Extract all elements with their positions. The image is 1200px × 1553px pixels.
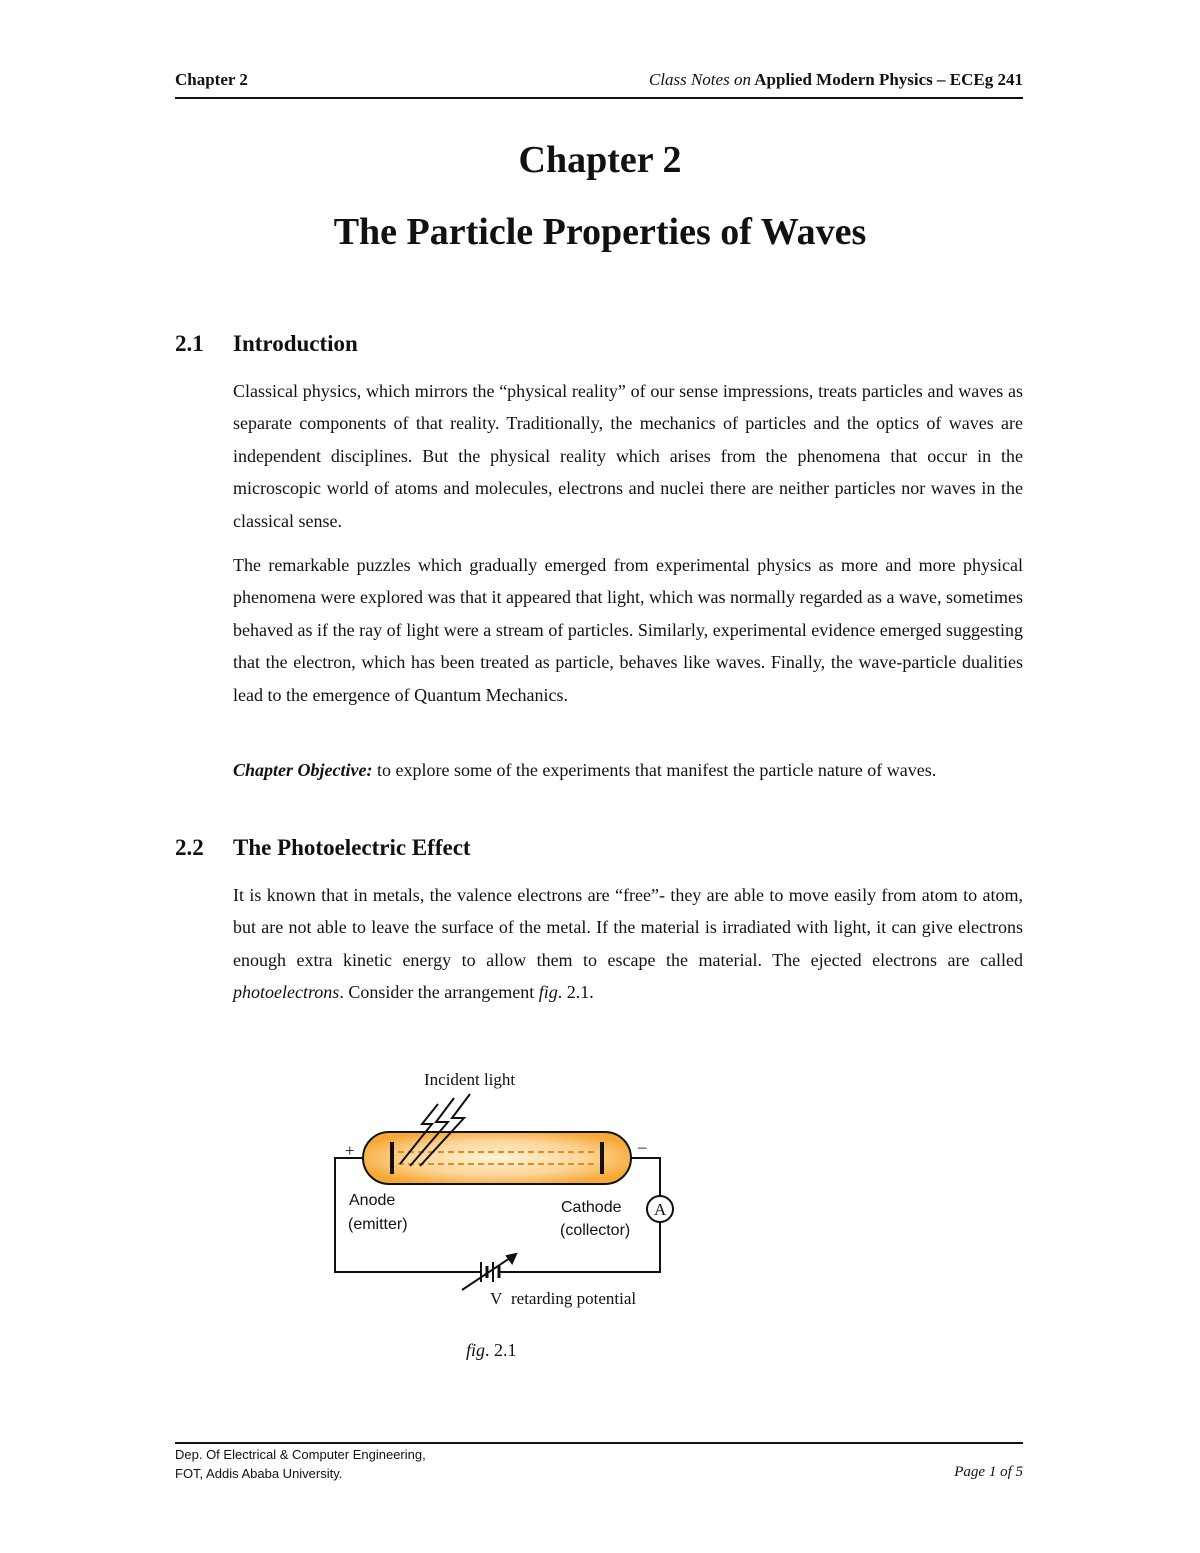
para-text: . 2.1. bbox=[557, 982, 594, 1003]
page-number: Page 1 of 5 bbox=[954, 1464, 1023, 1480]
para-fig-ref: fig bbox=[538, 982, 558, 1003]
header-course-title: Applied Modern Physics – ECEg 241 bbox=[754, 70, 1023, 89]
photoelectric-paragraph bbox=[233, 879, 1023, 1009]
plus-terminal: + bbox=[345, 1141, 355, 1160]
ammeter-label: A bbox=[654, 1200, 667, 1219]
caption-number: . 2.1 bbox=[485, 1340, 517, 1360]
anode-sublabel: (emitter) bbox=[348, 1216, 408, 1233]
intro-paragraph-1: Classical physics, which mirrors the “physical reality” of our sense impressions, treats particles and waves as separate components of that reality. Traditionally, the mechanics of particles and the optics of waves are independent disciplines. But the physical reality which arises from the phenomena that occur in the microscopic world of atoms and molecules, electrons and nuclei there are neither particles nor waves in the classical sense. bbox=[233, 381, 1023, 531]
section-heading-photoelectric bbox=[175, 835, 471, 861]
incident-light-label: Incident light bbox=[424, 1070, 516, 1089]
section-title: The Photoelectric Effect bbox=[233, 835, 471, 860]
section-title: Introduction bbox=[233, 331, 358, 356]
section-heading-intro bbox=[175, 331, 358, 357]
voltage-label: V bbox=[490, 1289, 503, 1308]
caption-fig: fig bbox=[466, 1340, 486, 1360]
para-emphasis: photoelectrons bbox=[233, 982, 340, 1003]
section-number: 2.1 bbox=[175, 331, 204, 356]
para-text: It is known that in metals, the valence electrons are “free”- they are able to move easily from atom to atom, but are not able to leave the surface of the metal. If the material is irradiated with light, it can give electrons enough extra kinetic energy to allow them to escape the material. The ejected electrons are called bbox=[233, 885, 1023, 970]
header-course bbox=[649, 70, 1023, 90]
intro-paragraph-2: The remarkable puzzles which gradually emerged from experimental physics as more and more physical phenomena were explored was that it appeared that light, which was normally regarded as a wave, sometimes behaved as if the ray of light were a stream of particles. Similarly, experimental evidence emerged suggesting that the electron, which has been treated as particle, behaves like waves. Finally, the wave-particle dualities lead to the emergence of Quantum Mechanics. bbox=[233, 555, 1023, 705]
chapter-title: Chapter 2 bbox=[518, 139, 682, 181]
minus-terminal: – bbox=[638, 1137, 647, 1156]
vacuum-tube bbox=[363, 1132, 631, 1184]
chapter-subject: The Particle Properties of Waves bbox=[333, 211, 867, 253]
section-number: 2.2 bbox=[175, 835, 204, 860]
footer-university: FOT, Addis Ababa University. bbox=[175, 1466, 343, 1481]
objective-text: to explore some of the experiments that manifest the particle nature of waves. bbox=[372, 760, 937, 780]
header-course-prefix: Class Notes on bbox=[648, 70, 751, 89]
footer-department: Dep. Of Electrical & Computer Engineering, bbox=[175, 1447, 426, 1462]
chapter-objective bbox=[233, 754, 1023, 786]
objective-label: Chapter Objective: bbox=[233, 760, 373, 780]
figure-caption bbox=[466, 1340, 517, 1361]
header-chapter: Chapter 2 bbox=[175, 70, 248, 89]
cathode-label: Cathode bbox=[561, 1199, 622, 1216]
page-header bbox=[175, 70, 1023, 94]
footer-rule bbox=[175, 1442, 1023, 1444]
cathode-sublabel: (collector) bbox=[560, 1222, 631, 1239]
retarding-potential-label: retarding potential bbox=[511, 1289, 637, 1308]
para-text: . Consider the arrangement bbox=[339, 982, 539, 1003]
anode-label: Anode bbox=[349, 1192, 396, 1209]
header-rule bbox=[175, 97, 1023, 99]
photoelectric-apparatus-figure bbox=[330, 1060, 680, 1320]
